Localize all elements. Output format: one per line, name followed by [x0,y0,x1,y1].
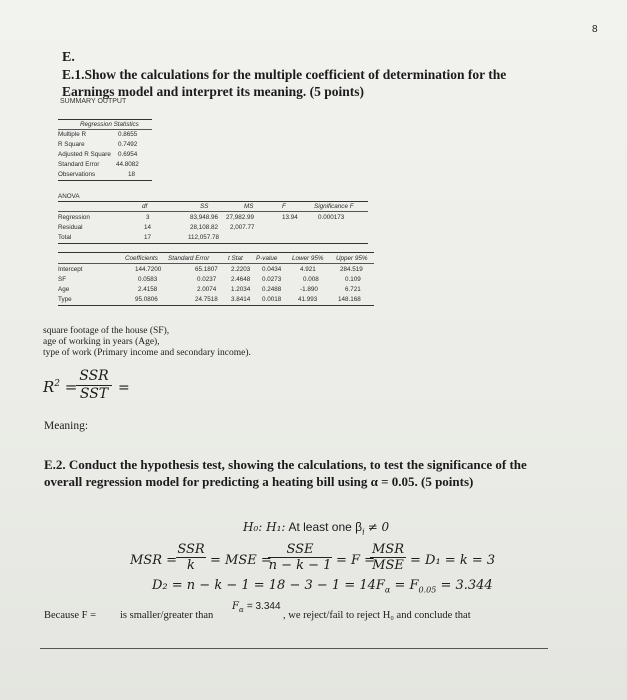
decision-text: , we reject/fail to reject H₀ and conclude that [283,610,471,621]
coef-cell: -1.890 [300,286,318,293]
f-numerator: MSR [371,542,404,557]
hypothesis-sub: i [362,527,365,537]
anova-header-df: df [142,203,148,210]
question-e2-line2: overall regression model for predicting a heating bill using α = 0.05. (5 points) [44,474,474,489]
anova-cell: 17 [144,234,152,241]
r2-equals: = [60,378,78,396]
coef-row-label: SF [58,276,67,283]
coef-cell: 65.1807 [195,266,218,273]
coef-cell: 0.109 [345,276,361,283]
variable-line: type of work (Primary income and secondary income). [43,348,251,358]
coef-row-label: Intercept [58,266,83,273]
coef-cell: 6.721 [345,286,361,293]
anova-row-label: Total [58,234,72,241]
hypothesis-text: At least one β [288,520,363,534]
critical-f-value: = 3.344 [246,601,281,612]
because-label: Because F = [44,610,96,621]
coef-cell: 0.0018 [262,296,282,303]
coef-cell: 0.0273 [262,276,282,283]
mse-label: = MSE = [210,553,272,568]
fcrit-value: = 3.344 [440,578,493,593]
r2-lhs: R [43,378,55,396]
regstat-label: Standard Error [58,161,100,168]
r2-numerator: SSR [79,368,109,384]
regstat-label: Observations [58,171,96,178]
coef-cell: 2.2203 [231,266,251,273]
section-heading: E. [62,50,75,65]
comparison-text: is smaller/greater than [120,610,214,621]
coef-cell: 0.008 [303,276,319,283]
anova-cell: 13.94 [282,214,298,221]
summary-output-title: SUMMARY OUTPUT [60,98,127,105]
hypothesis-statement [243,520,389,536]
fcrit-text: = F [394,578,419,593]
d2-formula [152,578,493,595]
coef-cell: 24.7518 [195,296,218,303]
coef-cell: 0.0583 [138,276,158,283]
msr-numerator: SSR [177,542,205,557]
coef-cell: 2.0074 [197,286,217,293]
question-e1-line2: Earnings model and interpret its meaning. (5 points) [62,84,365,99]
coef-cell: 2.4158 [138,286,158,293]
r2-sup: 2 [54,379,61,389]
regression-statistics-header: Regression Statistics [80,121,139,128]
anova-cell: 28,108.82 [190,224,219,231]
regstat-value: 0.6954 [118,151,138,158]
variable-line: age of working in years (Age), [43,337,160,347]
anova-cell: 14 [144,224,152,231]
question-e1-line1: E.1.Show the calculations for the multiple coefficient of determination for the [62,67,507,82]
anova-cell: 83,948.96 [190,214,219,221]
anova-cell: 112,057.78 [188,234,220,241]
coef-header: Standard Error [168,255,210,262]
question-e2 [44,456,527,490]
coef-cell: 0.0434 [262,266,282,273]
critical-f [232,601,281,614]
fcrit-sub: 0.05 [418,585,437,595]
coef-cell: 0.2488 [262,286,282,293]
d2-sub: α [384,585,391,595]
coef-cell: 2.4648 [231,276,251,283]
coef-cell: 4.921 [300,266,316,273]
variable-descriptions [43,326,251,359]
coef-cell: 41.993 [298,296,318,303]
anova-header-ss: SS [200,203,209,210]
f-denominator: MSE [372,558,404,573]
regstat-label: R Square [58,141,85,148]
r2-trailing-equals: = [118,380,130,396]
regstat-value: 0.8655 [118,131,138,138]
d2-text: D₂ = n − k − 1 = 18 − 3 − 1 = 14F [152,578,385,593]
anova-header-ms: MS [244,203,254,210]
regstat-label: Adjusted R Square [58,151,111,158]
coef-header: Coefficients [125,255,158,262]
answer-line [40,648,548,649]
msr-denominator: k [187,558,195,573]
hypothesis-labels: H₀: H₁: [243,520,286,534]
mse-denominator: n − k − 1 [268,558,332,573]
regstat-label: Multiple R [58,131,86,138]
question-e2-line1: E.2. Conduct the hypothesis test, showing the calculations, to test the significance of the [44,457,527,472]
hypothesis-ne: ≠ 0 [367,520,390,534]
coef-header: t Stat [228,255,243,262]
coef-header: P-value [256,255,278,262]
critical-f-sub: α [238,606,244,614]
anova-row-label: Regression [58,214,90,221]
coef-cell: 3.8414 [231,296,251,303]
anova-row-label: Residual [58,224,83,231]
coef-header: Lower 95% [292,255,324,262]
anova-title: ANOVA [58,193,80,200]
coef-cell: 0.0237 [197,276,217,283]
r2-denominator: SST [79,386,109,402]
page-number: 8 [592,24,598,35]
anova-cell: 0.000173 [318,214,345,221]
coef-cell: 1.2034 [231,286,251,293]
msr-label: MSR = [130,553,178,568]
coef-header: Upper 95% [336,255,368,262]
coef-cell: 148.168 [338,296,361,303]
anova-cell: 27,982.99 [226,214,255,221]
regstat-value: 44.8082 [116,161,139,168]
anova-header-sig: Significance F [314,203,354,210]
f-label: = F = [336,553,376,568]
anova-cell: 3 [146,214,150,221]
regstat-value: 0.7492 [118,141,138,148]
coef-cell: 284.519 [340,266,363,273]
variable-line: square footage of the house (SF), [43,326,170,336]
coef-row-label: Age [58,286,70,293]
coef-cell: 144.7200 [135,266,162,273]
question-e1 [62,66,506,100]
mse-numerator: SSE [286,542,314,557]
d1-formula: = D₁ = k = 3 [410,553,496,568]
critical-f-label: F [232,601,239,612]
meaning-label: Meaning: [44,420,89,432]
regstat-value: 18 [128,171,136,178]
coef-row-label: Type [58,296,72,303]
coef-cell: 95.0806 [135,296,158,303]
anova-cell: 2,007.77 [230,224,255,231]
anova-header-f: F [282,203,286,210]
